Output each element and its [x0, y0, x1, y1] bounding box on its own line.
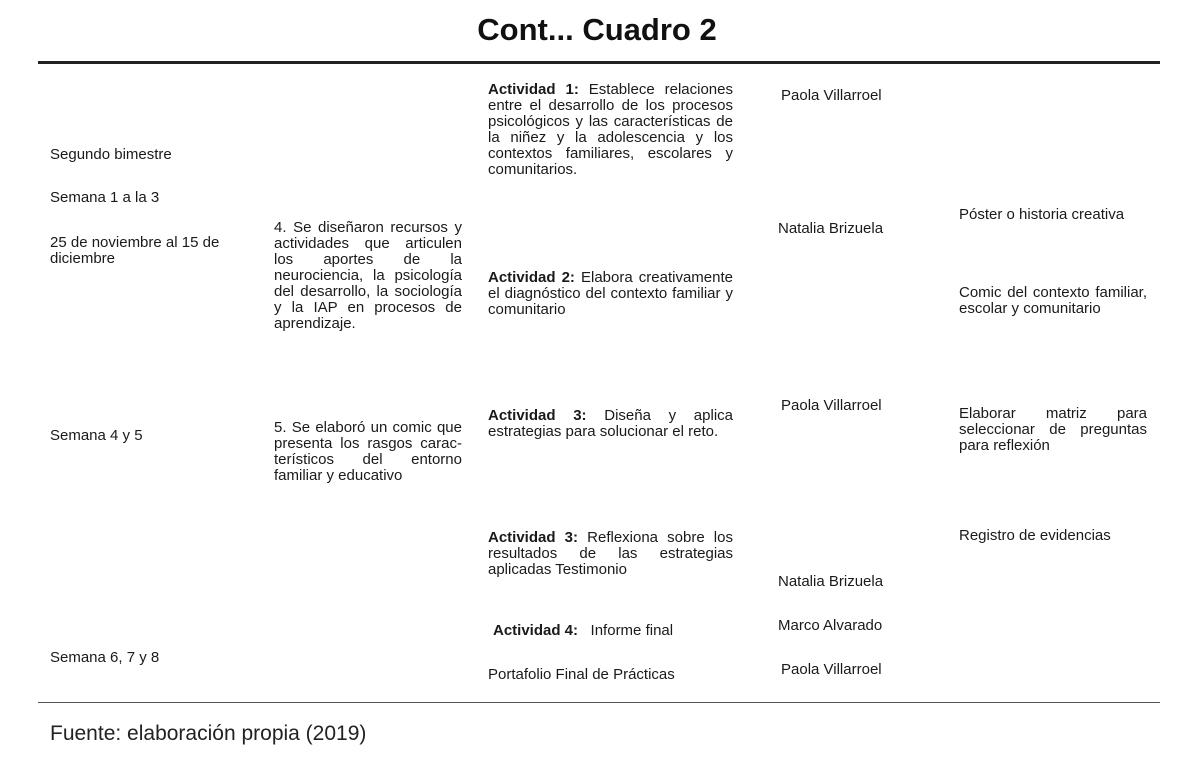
bottom-rule: [38, 702, 1160, 703]
activity-3a-label: Actividad 3:: [488, 407, 587, 424]
activity-3b: [488, 530, 733, 578]
source-note: Fuente: elaboración propia (2019): [50, 722, 367, 745]
activity-4-label: Actividad 4:: [493, 622, 579, 639]
activity-1-label: Actividad 1:: [488, 81, 579, 98]
period-semana-6-8: Semana 6, 7 y 8: [50, 649, 160, 666]
activity-3a-text: Diseña y aplica estrategias para solucionar el reto.: [488, 407, 733, 440]
period-dates: 25 de noviembre al 15 de diciembre: [50, 234, 220, 267]
product-poster: Póster o historia creativa: [959, 206, 1125, 223]
responsible-2: Natalia Brizuela: [778, 220, 884, 237]
period-segundo-bimestre: Segundo bimestre: [50, 146, 172, 163]
product-comic: Comic del contexto familiar, escolar y comunitario: [959, 284, 1147, 317]
activity-3a: [488, 408, 733, 440]
activity-1-text: Establece relaciones entre el desarrollo de los procesos psicológicos y las características de la niñez y la adolescencia y los contextos familiares, escolares y comunitarios.: [488, 81, 733, 178]
activity-3b-text: Reflexiona sobre los resultados de las estrategias aplicadas Testimonio: [488, 529, 733, 578]
activity-4-text: Informe final: [590, 622, 674, 639]
responsible-5: Marco Alvarado: [778, 617, 883, 634]
activity-2: [488, 270, 733, 318]
activity-2-label: Actividad 2:: [488, 269, 575, 286]
product-matriz: Elaborar matriz para seleccionar de preguntas para reflexión: [959, 405, 1147, 454]
activity-1: [488, 82, 733, 178]
responsible-4: Natalia Brizuela: [778, 573, 884, 590]
product-registro: Registro de evidencias: [959, 527, 1111, 544]
period-semana-4-5: Semana 4 y 5: [50, 427, 143, 444]
activity-portafolio: Portafolio Final de Prácticas: [488, 666, 675, 683]
activity-4: [493, 623, 738, 639]
period-semana-1-3: Semana 1 a la 3: [50, 189, 160, 206]
activity-2-text: Elabora creativamente el diagnóstico del contexto familiar y comunitario: [488, 269, 733, 318]
achievement-item-5: 5. Se elaboró un comic que presenta los rasgos característicos del entorno familiar y educativo: [274, 419, 462, 484]
responsible-6: Paola Villarroel: [781, 661, 882, 678]
top-rule: [38, 61, 1160, 64]
responsible-1: Paola Villarroel: [781, 87, 882, 104]
responsible-3: Paola Villarroel: [781, 397, 882, 414]
achievement-item-4: 4. Se diseñaron recursos y actividades que articulen los aportes de la neurociencia, la psicología del desarrollo, la sociología y la IAP en procesos de aprendizaje.: [274, 219, 462, 332]
activity-3b-label: Actividad 3:: [488, 529, 578, 546]
table-title: Cont... Cuadro 2: [477, 12, 717, 47]
